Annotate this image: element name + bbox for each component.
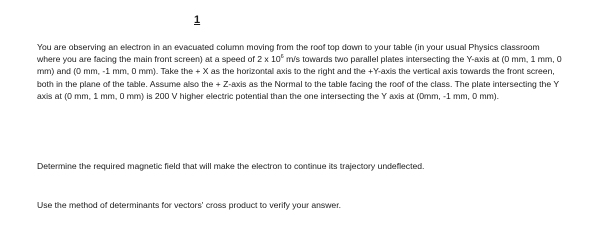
problem-statement-paragraph [37,41,562,102]
method-instruction-paragraph: Use the method of determinants for vectors' cross product to verify your answer. [37,200,341,210]
problem-text-part-b: m/s towards two parallel plates intersecting the Y-axis at (0 mm, 1 mm, 0 mm) and (0 mm, -1 mm, 0 mm). Take the + X as the horizontal axis to the right and the +Y-axis the vertical axis towards the front screen, both in the plane of the table. Assume also the + Z-axis as the Normal to the table facing the roof of the class. The plate intersecting the Y axis at (0 mm, 1 mm, 0 mm) is 200 V higher electric potential than the one intersecting the Y axis at (0mm, -1 mm, 0 mm). [37,54,562,101]
problem-text-part-a: You are observing an electron in an evacuated column moving from the roof top down to your table (in your usual Physics classroom where you are facing the main front screen) at a speed of 2 x 10 [37,42,540,65]
speed-exponent: 6 [280,54,284,61]
task-paragraph: Determine the required magnetic field that will make the electron to continue its trajectory undeflected. [37,161,425,171]
question-number: 1 [194,14,201,26]
